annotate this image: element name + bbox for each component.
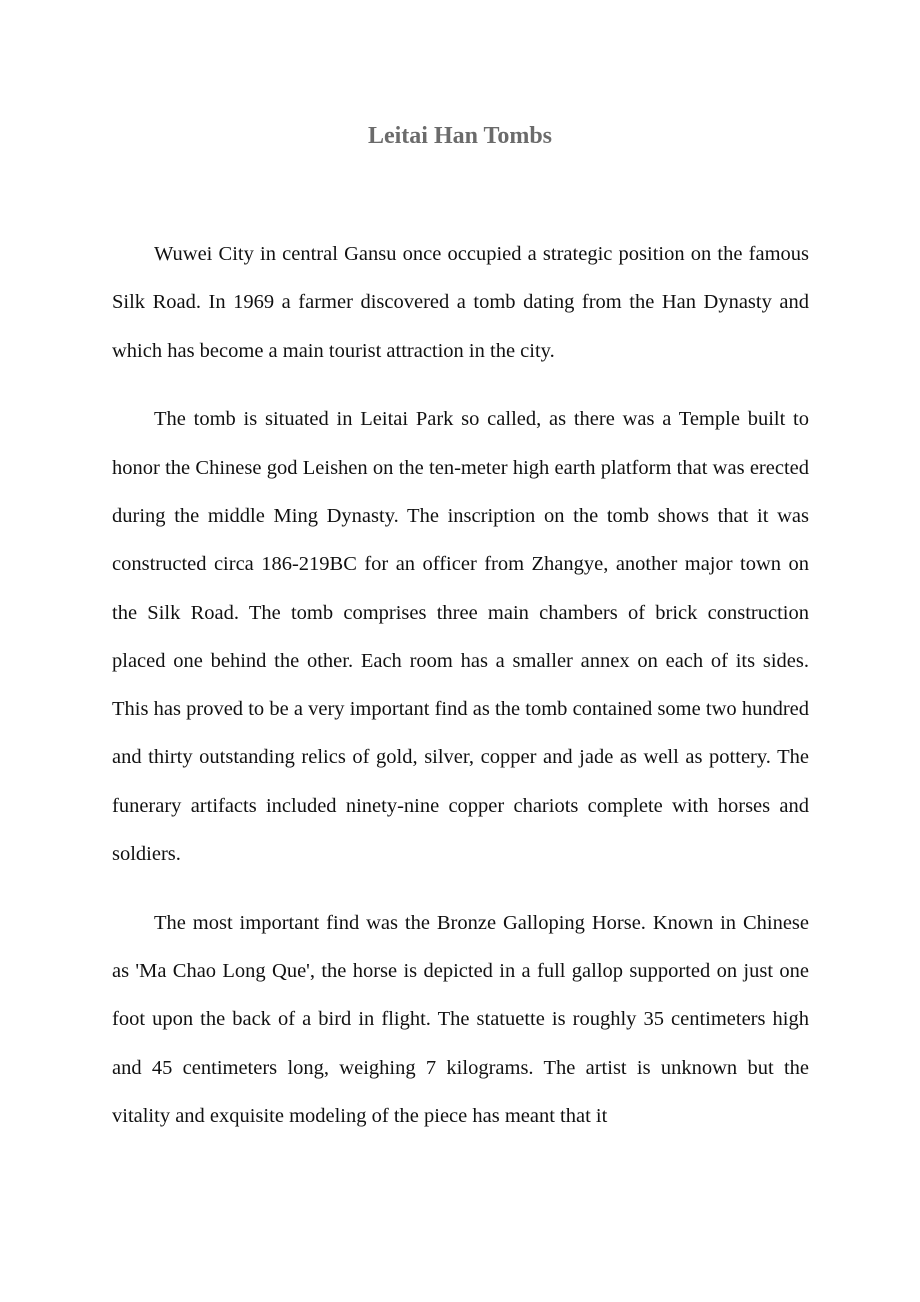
paragraph-tomb-description: The tomb is situated in Leitai Park so called, as there was a Temple built to honor the Chinese god Leishen on the ten-meter high earth platform that was erected during the middle Ming Dynasty. The inscription on the tomb shows that it was constructed circa 186-219BC for an officer from Zhangye, another major town on the Silk Road. The tomb comprises three main chambers of brick construction placed one behind the other. Each room has a smaller annex on each of its sides. This has proved to be a very important find as the tomb contained some two hundred and thirty outstanding relics of gold, silver, copper and jade as well as pottery. The funerary artifacts included ninety-nine copper chariots complete with horses and soldiers. xyxy=(112,408,809,866)
document-body xyxy=(112,230,809,1161)
paragraph-galloping-horse: The most important find was the Bronze Galloping Horse. Known in Chinese as 'Ma Chao Long Que', the horse is depicted in a full gallop supported on just one foot upon the back of a bird in flight. The statuette is roughly 35 centimeters high and 45 centimeters long, weighing 7 kilograms. The artist is unknown but the vitality and exquisite modeling of the piece has meant that it xyxy=(112,911,809,1128)
paragraph-wuwei-city: Wuwei City in central Gansu once occupied a strategic position on the famous Silk Road. In 1969 a farmer discovered a tomb dating from the Han Dynasty and which has become a main tourist attraction in the city. xyxy=(112,243,809,362)
page-title: Leitai Han Tombs xyxy=(367,123,553,149)
